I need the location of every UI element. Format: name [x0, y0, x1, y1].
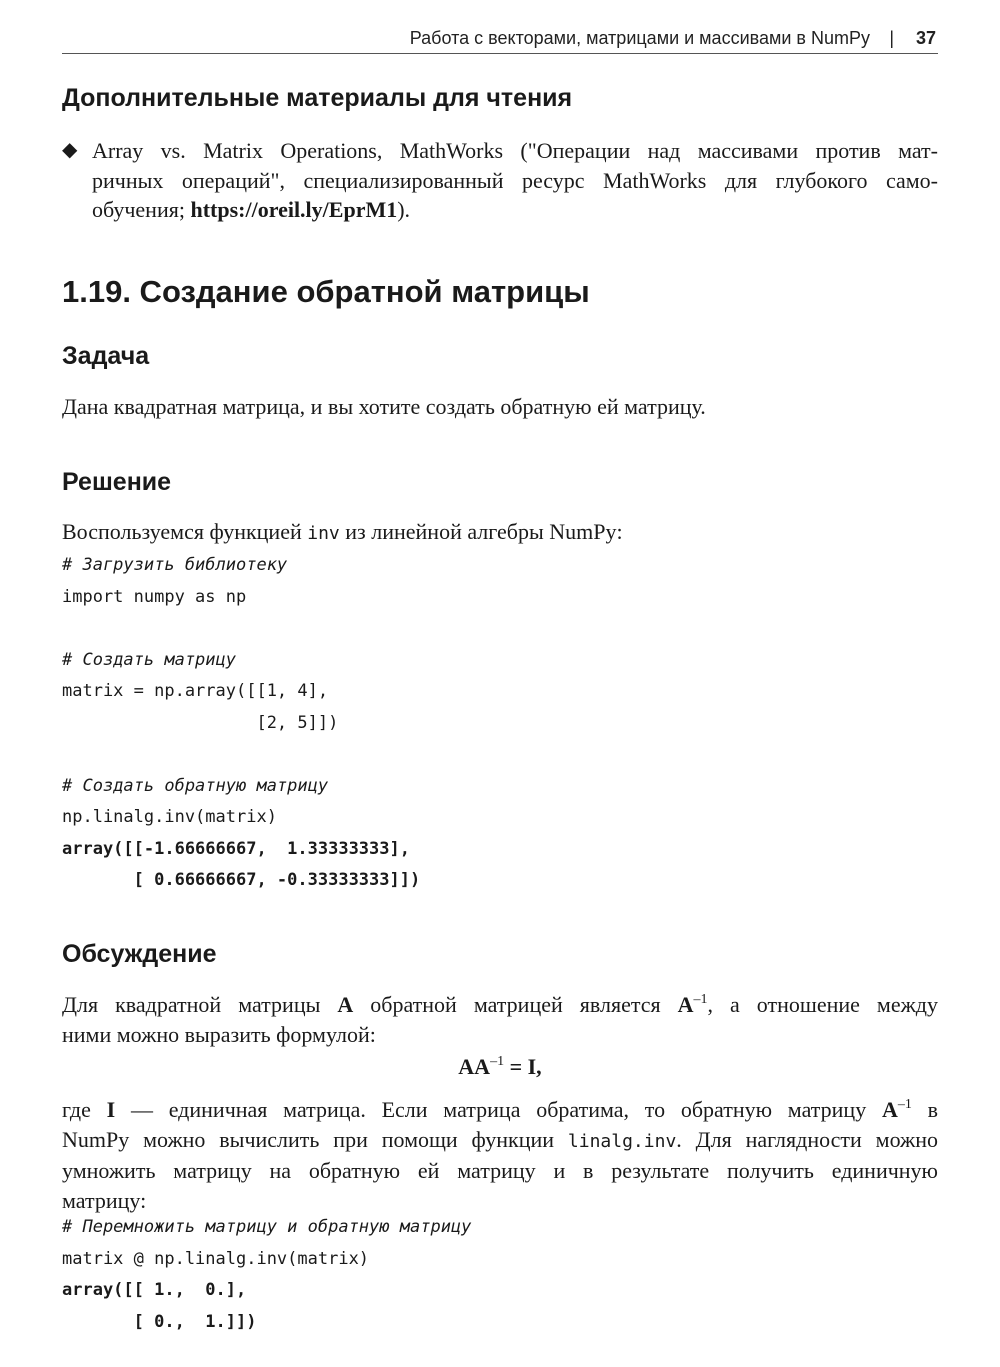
text-fragment: где: [62, 1097, 107, 1122]
inline-code: inv: [307, 523, 340, 544]
bullet-line: Array vs. Matrix Operations, MathWorks ("Операции над массивами против мат-: [92, 138, 938, 163]
matrix-symbol: A: [677, 992, 694, 1017]
code-output: array([[-1.66666667, 1.33333333],: [62, 838, 410, 859]
code-line: [2, 5]]): [62, 712, 339, 733]
paragraph-line: [62, 1095, 938, 1125]
problem-heading: Задача: [62, 342, 150, 370]
formula-part: AA: [458, 1054, 491, 1079]
superscript: –1: [490, 1054, 505, 1069]
page-number: 37: [915, 28, 936, 48]
inverse-formula: [0, 1054, 1000, 1080]
matrix-symbol: A: [881, 1097, 898, 1122]
paragraph-line: [62, 990, 938, 1020]
code-block-solution: [62, 550, 420, 897]
paragraph-line: [62, 1125, 938, 1157]
header-rule: [62, 53, 938, 54]
discussion-paragraph-2: [62, 1095, 938, 1215]
code-line: np.linalg.inv(matrix): [62, 807, 277, 827]
code-line: matrix = np.array([[1, 4],: [62, 681, 329, 701]
code-comment: # Загрузить библиотеку: [62, 555, 288, 575]
bullet-text-fragment: обучения;: [92, 197, 191, 222]
diamond-bullet-icon: ◆: [62, 139, 78, 161]
solution-heading: Решение: [62, 468, 172, 496]
further-reading-text: [92, 136, 938, 225]
superscript: –1: [897, 1097, 912, 1112]
code-comment: # Создать обратную матрицу: [62, 775, 329, 796]
bullet-line: [92, 195, 938, 225]
code-comment: # Создать матрицу: [62, 649, 236, 670]
further-reading-heading: Дополнительные материалы для чтения: [62, 84, 573, 112]
superscript: –1: [693, 992, 708, 1007]
discussion-paragraph-1: [62, 990, 938, 1049]
text-fragment: , а отношение между: [707, 992, 938, 1017]
running-header-title: Работа с векторами, матрицами и массивами в NumPy: [409, 28, 870, 48]
matrix-symbol: A: [337, 992, 354, 1017]
intro-text: Воспользуемся функцией: [62, 519, 308, 544]
text-fragment: — единичная матрица. Если матрица обратима, то обратную матрицу: [115, 1097, 882, 1122]
code-block-discussion: [62, 1212, 471, 1338]
discussion-heading: Обсуждение: [62, 940, 217, 968]
text-fragment: обратной матрицей является: [353, 992, 678, 1017]
paragraph-line: умножить матрицу на обратную ей матрицу и в результате получить единичную: [62, 1158, 938, 1183]
code-output: array([[ 1., 0.],: [62, 1280, 247, 1300]
code-comment: # Перемножить матрицу и обратную матрицу: [62, 1217, 472, 1237]
text-fragment: . Для наглядности можно: [676, 1126, 938, 1152]
paragraph-line: ними можно выразить формулой:: [62, 1021, 376, 1047]
code-output: [ 0., 1.]]): [62, 1311, 257, 1332]
formula-part: = I,: [504, 1054, 542, 1079]
problem-text: Дана квадратная матрица, и вы хотите создать обратную ей матрицу.: [62, 394, 706, 419]
section-title: 1.19. Создание обратной матрицы: [62, 274, 590, 309]
bullet-line: ричных операций", специализированный ресурс MathWorks для глубокого само-: [92, 167, 938, 193]
running-header: [62, 28, 938, 54]
text-fragment: NumPy можно вычислить при помощи функции: [62, 1126, 568, 1152]
bullet-text-fragment: ).: [397, 197, 411, 222]
intro-text: из линейной алгебры NumPy:: [339, 519, 623, 544]
code-line: matrix @ np.linalg.inv(matrix): [62, 1248, 370, 1269]
solution-intro: [62, 517, 938, 549]
text-fragment: в: [911, 1097, 938, 1122]
text-fragment: Для квадратной матрицы: [62, 992, 338, 1017]
running-header-separator: |: [889, 28, 894, 48]
code-output: [ 0.66666667, -0.33333333]]): [62, 870, 421, 890]
reference-link[interactable]: https://oreil.ly/EprM1: [190, 197, 398, 222]
inline-code: linalg.inv: [567, 1130, 677, 1152]
matrix-symbol: I: [106, 1097, 116, 1122]
code-line: import numpy as np: [62, 586, 247, 607]
paragraph-line: матрицу:: [62, 1187, 147, 1213]
